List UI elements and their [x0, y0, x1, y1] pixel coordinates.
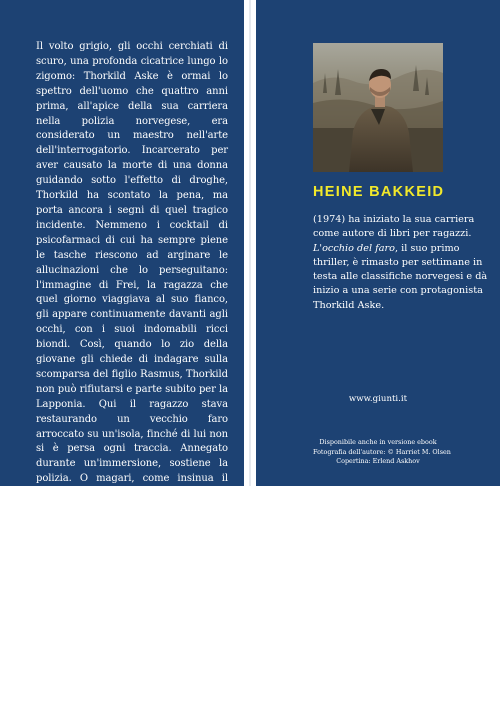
bio-text-part2: , il suo primo thriller, è rimasto per settimane in testa alle classifiche norvegesi e dà inizio a una serie con protagonista Thorkild Aske.	[313, 242, 488, 311]
author-photo	[313, 43, 443, 172]
credits	[313, 438, 451, 467]
synopsis-text: Il volto grigio, gli occhi cerchiati di scuro, una profonda cicatrice lungo lo zigomo: Thorkild Aske è ormai lo spettro dell'uomo che quattro anni prima, all'apice della sua carriera nella polizia norvegese, era considerato un maestro nell'arte dell'interrogatorio. Incarcerato per aver causato la morte di una donna guidando sotto l'effetto di droghe, Thorkild ha scontato la pena, ma porta ancora i segni di quel tragico incidente. Nemmeno i cocktail di psicofarmaci di cui ha sempre piene le tasche riescono ad arginare le allucinazioni che lo perseguitano: l'immagine di Frei, la ragazza che quel giorno viaggiava al suo fianco, gli appare continuamente davanti agli occhi, con i suoi indomabili ricci biondi. Così, quando lo zio della giovane gli chiede di indagare sulla scomparsa del figlio Rasmus, Thorkild non può rifiutarsi e parte subito per la Lapponia. Qui il ragazzo stava restaurando un vecchio faro arroccato su un'isola, finché di lui non si è persa ogni traccia. Annegato durante un'immersione, sostiene la polizia. O magari, come insinua il vecchio lupo di mare del villaggio, ha avuto la sfortuna di imbattersi nel Draug, il fantasma di un pescatore che secondo la mitologia nordica annuncia la morte a chiunque lo incontri. E mentre sul Circolo polare artico cala la lunga notte invernale, le tempeste che sferzano la costa portano a riva un cadavere: ma non si tratta di Rasmus, bensì di una misteriosa donna dal viso sfigurato...	[36, 41, 228, 649]
credit-photo: Fotografia dell'autore: © Harriet M. Olsen	[313, 447, 451, 456]
publisher-website: www.giunti.it	[348, 394, 408, 404]
author-photo-image	[313, 43, 443, 172]
credit-cover: Copertina: Erlend Askhov	[336, 457, 420, 466]
synopsis	[36, 40, 228, 714]
author-bio	[313, 213, 488, 313]
bio-book-title: L'occhio del faro	[313, 242, 395, 254]
credit-ebook: Disponibile anche in versione ebook	[319, 438, 437, 446]
synopsis-closing: Con la sua scrittura cinematografica, Bakkeid dà vita a un thriller di grande atmosfera e potenza visiva.	[36, 658, 228, 712]
bio-text-part1: (1974) ha iniziato la sua carriera come autore di libri per ragazzi.	[313, 214, 475, 240]
author-name: HEINE BAKKEID	[313, 184, 445, 200]
left-flap	[0, 0, 244, 712]
flap-gutter	[244, 0, 256, 486]
right-flap	[256, 0, 500, 486]
